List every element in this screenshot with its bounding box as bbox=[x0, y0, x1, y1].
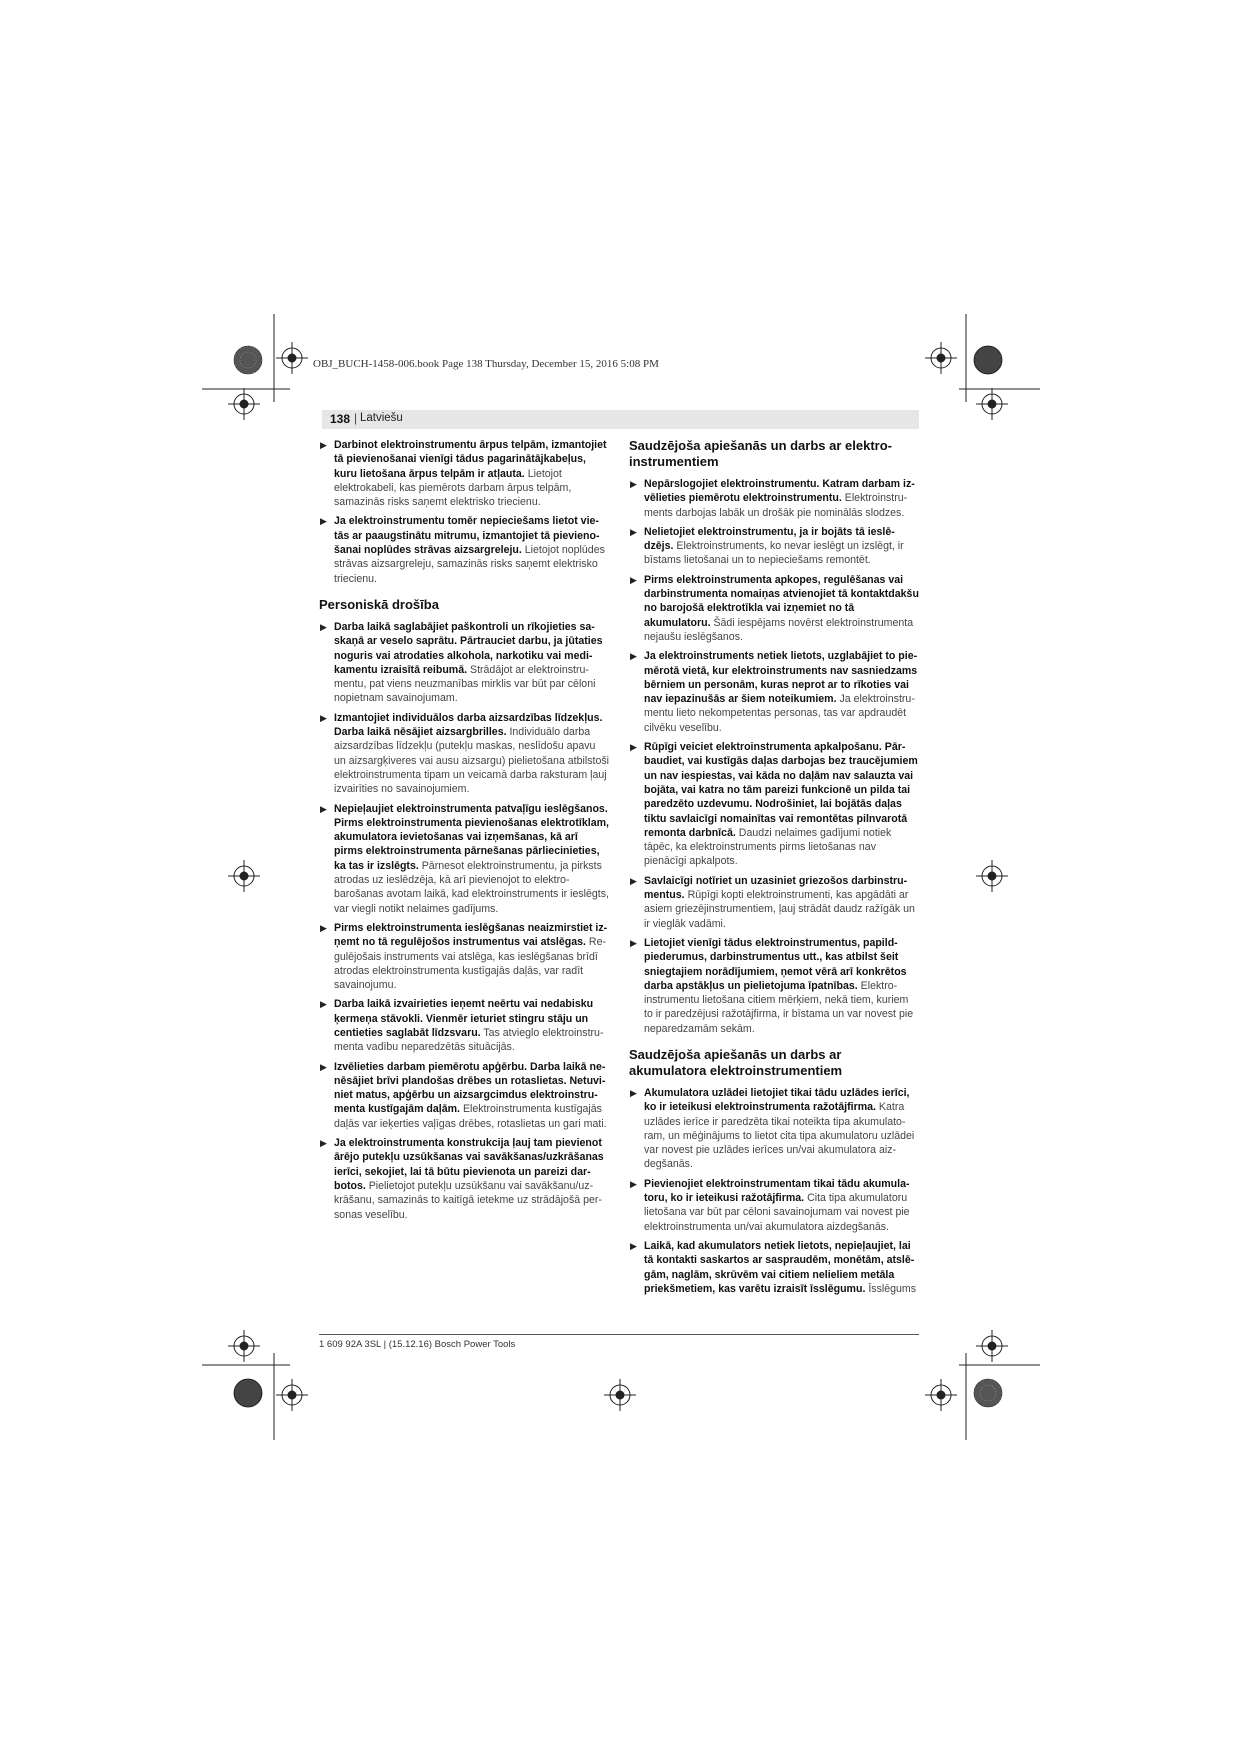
bullet-arrow-icon: ▶ bbox=[320, 516, 327, 527]
list-item: ▶ Darbinot elektroinstrumentu ārpus telpām, izmantojiet tā pievienošanai vienīgi tādus pagarinātājkabeļus, kuru lietošana ārpus telpām ir atļauta. Lietojot elektrokabeli, kas piemērots darbam ārpus telpām, samazinās risks saņemt elektrisko triecienu. bbox=[320, 439, 607, 509]
bullet-arrow-icon: ▶ bbox=[630, 651, 637, 662]
list-item: ▶ Rūpīgi veiciet elektroinstrumenta apkalpošanu. Pārbaudiet, vai kustīgās daļas darbojas bez traucējumiem un nav iespiestas, vai kāda no daļām nav salauzta vai bojāta, vai katra no tām pareizi funkcionē un pilda tai paredzēto uzdevumu. Nodrošiniet, lai bojātās daļas tiktu savlaicīgi nomainītas vai remontētas pilnvarotā remonta darbnīcā. Daudzi nelaimes gadījumi notiek tāpēc, ka elektroinstruments pirms lietošanas nav pienācīgi apkalpots. bbox=[630, 741, 918, 868]
section-heading: Saudzējoša apiešanās un darbs ar elektroinstrumentiem bbox=[629, 438, 893, 469]
bullet-arrow-icon: ▶ bbox=[630, 1178, 637, 1189]
bullet-arrow-icon: ▶ bbox=[320, 621, 327, 632]
list-item: ▶ Darba laikā saglabājiet paškontroli un rīkojieties saskaņā ar veselo saprātu. Pārtrauciet darbu, ja jūtaties noguris vai atrodaties alkohola, narkotiku vai medikamentu izraisītā reibumā. Strādājot ar elektroinstrumentu, pat viens neuzmanības mirklis var būt par cēloni nopietnam savainojumam. bbox=[320, 620, 603, 705]
section-heading: Personiskā drošība bbox=[319, 596, 439, 612]
language-label: Latviešu bbox=[360, 412, 403, 424]
footer-text: 1 609 92A 3SL | (15.12.16) Bosch Power Tools bbox=[319, 1339, 516, 1350]
left-column bbox=[319, 438, 609, 1227]
bullet-arrow-icon: ▶ bbox=[320, 999, 327, 1010]
list-item: ▶ Pirms elektroinstrumenta apkopes, regulēšanas vai darbinstrumenta nomaiņas atvienojiet tā kontaktdakšu no barojošā elektrotīkla vai izņemiet no tā akumulatoru. Šādi iespējams novērst elektroinstrumenta nejaušu ieslēgšanos. bbox=[630, 573, 919, 643]
bullet-arrow-icon: ▶ bbox=[320, 803, 327, 814]
bullet-arrow-icon: ▶ bbox=[630, 875, 637, 886]
bullet-arrow-icon: ▶ bbox=[320, 1061, 327, 1072]
list-item: ▶ Akumulatora uzlādei lietojiet tikai tādu uzlādes ierīci, ko ir ieteikusi elektroinstrumenta ražotājfirma. Katra uzlādes ierīce ir paredzēta tikai noteikta tipa akumulatoram, un mēģinājums to lietot cita tipa akumulatoru uzlādei var novest pie uzlādes ierīces un/vai akumulatora aizdegšanās. bbox=[630, 1086, 915, 1171]
list-item: ▶ Izvēlieties darbam piemērotu apģērbu. Darba laikā nenēsājiet brīvi plandošas drēbes un rotaslietas. Netuviniet matus, apģērbu un aizsargcimdus elektroinstrumenta kustīgajām daļām. Elektroinstrumenta kustīgajās daļās var ieķerties vaļīgas drēbes, rotaslietas un gari mati. bbox=[320, 1060, 607, 1130]
bullet-arrow-icon: ▶ bbox=[320, 1138, 327, 1149]
list-item: ▶ Nepieļaujiet elektroinstrumenta patvaļīgu ieslēgšanos. Pirms elektroinstrumenta pievienošanas elektrotīklam, akumulatora ievietošanas vai izņemšanas, kā arī pirms elektroinstrumenta pārnešanas pārliecinieties, ka tas ir izslēgts. Pārnesot elektroinstrumentu, ja pirksts atrodas uz ieslēdzēja, kā arī pievienojot to elektrobarošanas avotam laikā, kad elektroinstruments ir ieslēgts, var viegli notikt nelaimes gadījums. bbox=[320, 802, 609, 915]
bullet-arrow-icon: ▶ bbox=[630, 937, 637, 948]
list-item: ▶ Izmantojiet individuālos darba aizsardzības līdzekļus. Darba laikā nēsājiet aizsargbrilles. Individuālo darba aizsardzības līdzekļu (putekļu maskas, neslīdošu apavu un aizsargķiveres vai ausu aizsargu) pielietošana atbilstoši elektroinstrumenta tipam un veicamā darba raksturam ļauj izvairīties no savainojumiem. bbox=[320, 711, 609, 796]
list-item: ▶ Darba laikā izvairieties ieņemt neērtu vai nedabisku ķermeņa stāvokli. Vienmēr ieturiet stingru stāju un centieties saglabāt līdzsvaru. Tas atvieglo elektroinstrumenta vadību neparedzētās situācijās. bbox=[320, 998, 604, 1054]
page-header-bar bbox=[322, 410, 919, 429]
header-separator: | bbox=[354, 411, 358, 425]
list-item: ▶ Pirms elektroinstrumenta ieslēgšanas neaizmirstiet izņemt no tā regulējošos instrumentus vai atslēgas. Regulējošais instruments vai atslēga, kas ieslēgšanas brīdī atrodas elektroinstrumenta kustīgajās daļās, var radīt savainojumu. bbox=[320, 921, 608, 992]
list-item: ▶ Ja elektroinstrumenta konstrukcija ļauj tam pievienot ārējo putekļu uzsūkšanas vai savākšanas/uzkrāšanas ierīci, sekojiet, lai tā būtu pievienota un pareizi darbotos. Pielietojot putekļu uzsūkšanu vai savākšanu/uzkrāšanu, samazinās to kaitīgā ietekme uz strādājošā personas veselību. bbox=[320, 1137, 604, 1221]
bullet-arrow-icon: ▶ bbox=[630, 742, 637, 753]
bullet-arrow-icon: ▶ bbox=[630, 1087, 637, 1098]
list-item: ▶ Ja elektroinstrumentu tomēr nepieciešams lietot vietās ar paaugstinātu mitrumu, izmantojiet tā pievienošanai noplūdes strāvas aizsargreleju. Lietojot noplūdes strāvas aizsargreleju, samazinās risks saņemt elektrisko triecienu. bbox=[320, 515, 605, 585]
bullet-arrow-icon: ▶ bbox=[320, 922, 327, 933]
list-item: ▶ Lietojiet vienīgi tādus elektroinstrumentus, papildpiederumus, darbinstrumentus utt., kas atbilst šeit sniegtajiem norādījumiem, ņemot vērā arī konkrētos darba apstākļus un pielietojuma īpatnības. Elektroinstrumentu lietošana citiem mērķiem, nekā tiem, kuriem to ir paredzējusi ražotājfirma, ir bīstama un var novest pie neparedzamām sekām. bbox=[630, 936, 914, 1035]
bullet-arrow-icon: ▶ bbox=[630, 526, 637, 537]
section-heading: Saudzējoša apiešanās un darbs ar akumulatora elektroinstrumentiem bbox=[629, 1046, 843, 1078]
bullet-arrow-icon: ▶ bbox=[630, 479, 637, 489]
bullet-arrow-icon: ▶ bbox=[630, 574, 637, 585]
footer-rule bbox=[319, 1334, 919, 1335]
right-column bbox=[629, 438, 919, 1301]
page-number: 138 bbox=[330, 412, 351, 426]
list-item: ▶ Pievienojiet elektroinstrumentam tikai tādu akumulatoru, ko ir ieteikusi ražotājfirma. Cita tipa akumulatoru lietošana var būt par cēloni savainojumam vai novest pie elektroinstrumenta un/vai akumulatora aizdegšanās. bbox=[630, 1177, 910, 1233]
list-item: ▶ Laikā, kad akumulators netiek lietots, nepieļaujiet, lai tā kontakti saskartos ar saspraudēm, monētām, atslēgām, naglām, skrūvēm vai citiem nelieliem metāla priekšmetiem, kas varētu izraisīt īsslēgumu. Īsslēgums bbox=[630, 1239, 917, 1295]
bullet-arrow-icon: ▶ bbox=[320, 440, 327, 450]
bullet-arrow-icon: ▶ bbox=[630, 1240, 637, 1251]
list-item: ▶ Nelietojiet elektroinstrumentu, ja ir bojāts tā ieslēdzējs. Elektroinstruments, ko nevar ieslēgt un izslēgt, ir bīstams lietošanai un to nepieciešams remontēt. bbox=[630, 525, 904, 567]
print-slug: OBJ_BUCH-1458-006.book Page 138 Thursday, December 15, 2016 5:08 PM bbox=[313, 358, 659, 370]
list-item: ▶ Ja elektroinstruments netiek lietots, uzglabājiet to piemērotā vietā, kur elektroinstruments nav sasniedzams bērniem un personām, kuras neprot ar to rīkoties vai nav iepazinušās ar šiem noteikumiem. Ja elektroinstrumentu lieto nekompetentas personas, tas var apdraudēt cilvēku veselību. bbox=[630, 650, 918, 734]
bullet-arrow-icon: ▶ bbox=[320, 712, 327, 723]
list-item: ▶ Nepārslogojiet elektroinstrumentu. Katram darbam izvēlieties piemērotu elektroinstrumentu. Elektroinstruments darbojas labāk un drošāk pie nominālās slodzes. bbox=[630, 478, 915, 519]
list-item: ▶ Savlaicīgi notīriet un uzasiniet griezošos darbinstrumentus. Rūpīgi kopti elektroinstrumenti, kas apgādāti ar asiem griezējinstrumentiem, ļauj strādāt daudz ražīgāk un ir vieglāk vadāmi. bbox=[630, 874, 915, 930]
